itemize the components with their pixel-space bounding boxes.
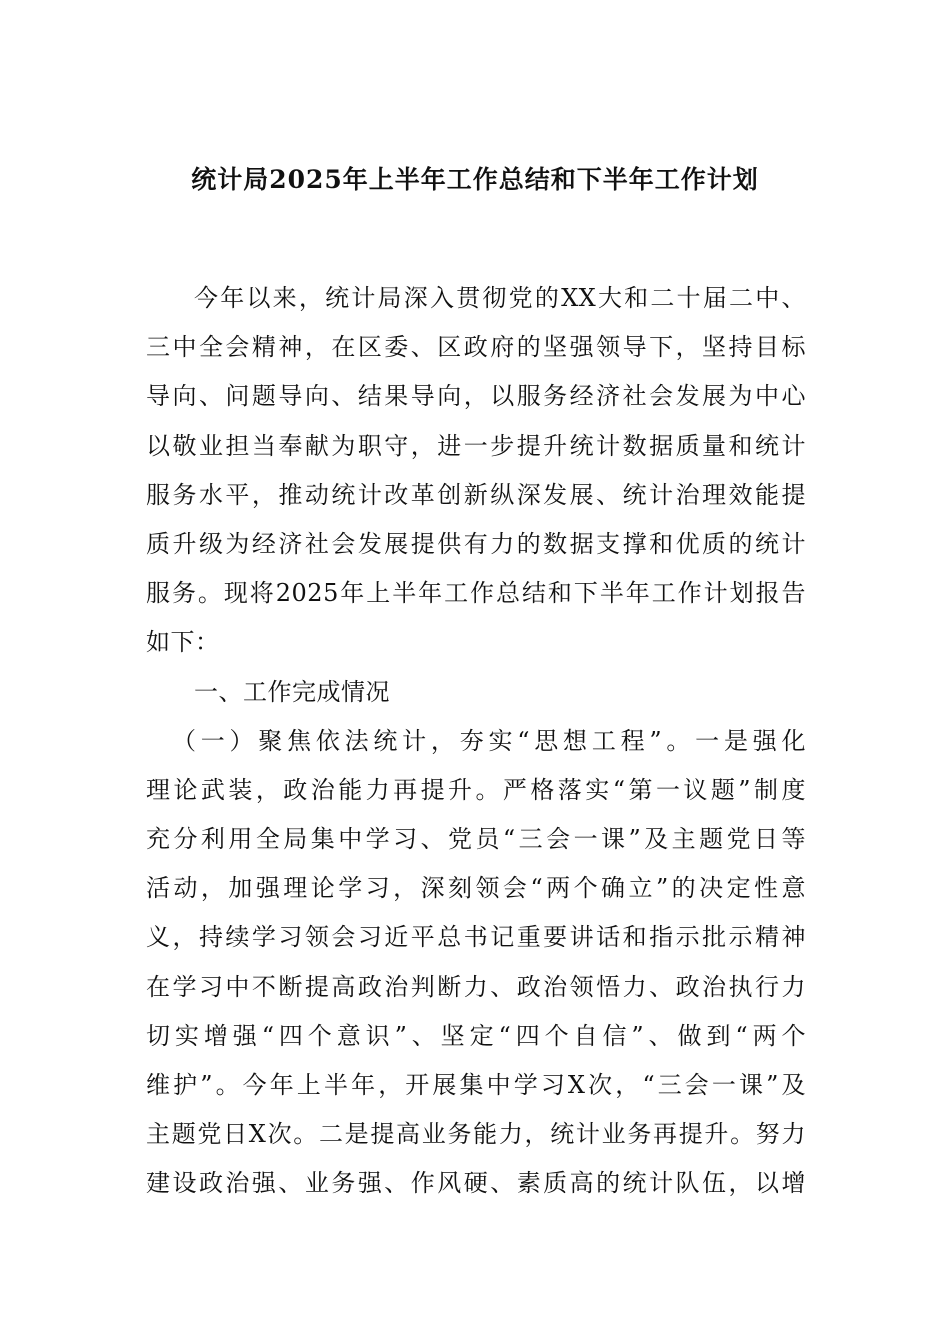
- paragraph-line: 质升级为经济社会发展提供有力的数据支撑和优质的统计: [146, 529, 806, 558]
- paragraph-line: 活动，加强理论学习，深刻领会“两个确立”的决定性意: [146, 874, 806, 903]
- paragraph-line: 义，持续学习领会习近平总书记重要讲话和指示批示精神: [146, 923, 806, 952]
- paragraph-line: 理论武装，政治能力再提升。严格落实“第一议题”制度: [146, 775, 806, 804]
- section-heading: 一、工作完成情况: [194, 677, 390, 706]
- paragraph-line: 维护”。今年上半年，开展集中学习X次，“三会一课”及: [146, 1071, 806, 1099]
- paragraph-line: 服务。现将2025年上半年工作总结和下半年工作计划报告: [146, 579, 806, 608]
- paragraph-line: 三中全会精神，在区委、区政府的坚强领导下，坚持目标: [146, 333, 806, 362]
- paragraph-line: 建设政治强、业务强、作风硬、素质高的统计队伍，以增: [146, 1169, 806, 1198]
- paragraph-line: 服务水平，推动统计改革创新纵深发展、统计治理效能提: [146, 480, 806, 509]
- paragraph-line: 充分利用全局集中学习、党员“三会一课”及主题党日等: [146, 825, 806, 854]
- paragraph-line: 以敬业担当奉献为职守，进一步提升统计数据质量和统计: [146, 431, 806, 460]
- subsection-line: （一）聚焦依法统计，夯实“思想工程”。一是强化: [172, 726, 806, 755]
- paragraph-line: 导向、问题导向、结果导向，以服务经济社会发展为中心: [146, 382, 806, 411]
- document-title: 统计局2025年上半年工作总结和下半年工作计划: [191, 165, 759, 194]
- paragraph-line: 切实增强“四个意识”、坚定“四个自信”、做到“两个: [146, 1021, 806, 1050]
- document-body: [146, 278, 806, 1213]
- paragraph-line: 如下：: [146, 628, 220, 657]
- paragraph-line: 今年以来，统计局深入贯彻党的XX大和二十届二中、: [194, 284, 806, 312]
- paragraph-line: 在学习中不断提高政治判断力、政治领悟力、政治执行力: [146, 972, 806, 1001]
- paragraph-line: 主题党日X次。二是提高业务能力，统计业务再提升。努力: [146, 1120, 806, 1149]
